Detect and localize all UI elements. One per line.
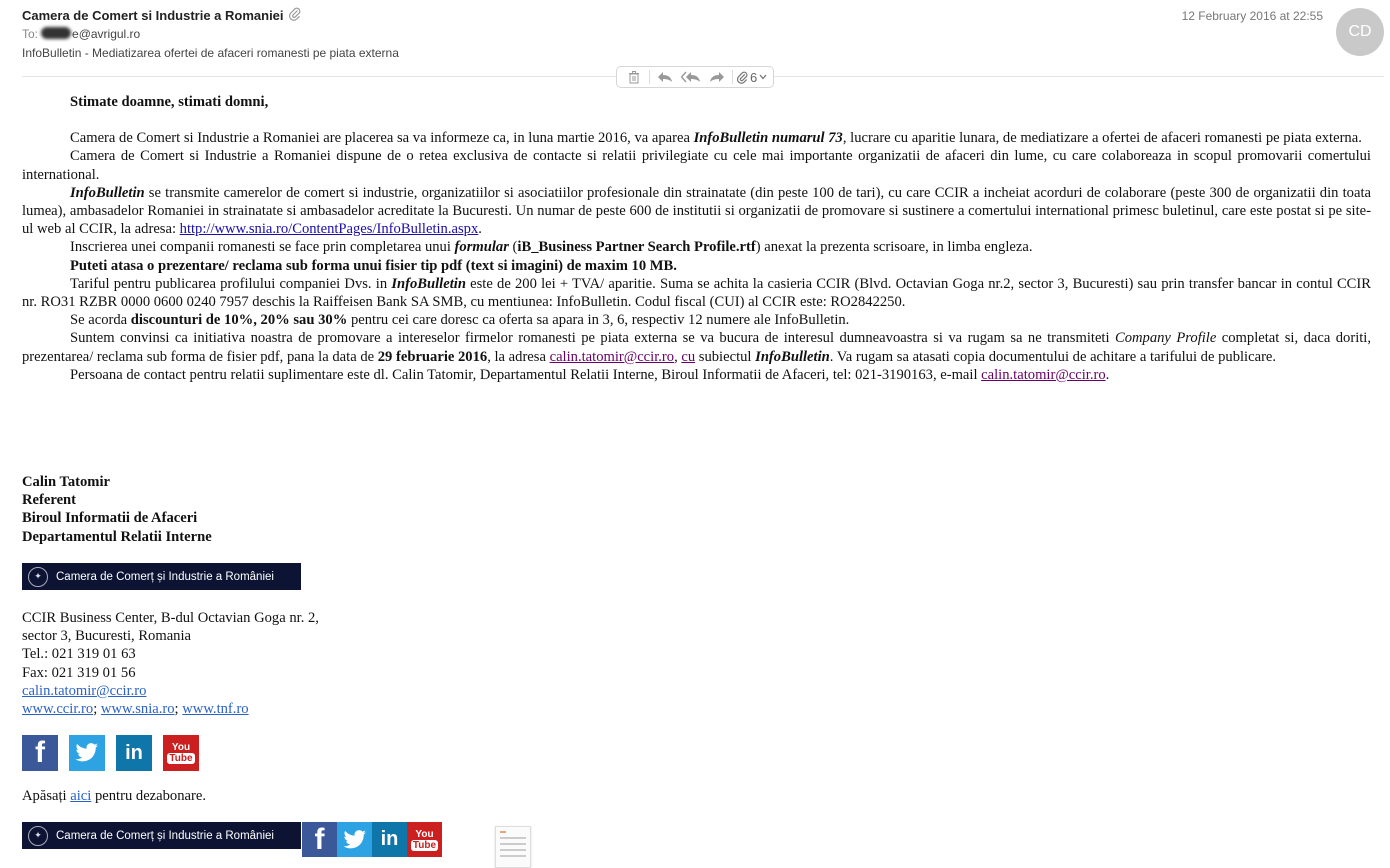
linkedin-icon[interactable]: in [372, 822, 407, 857]
ccir-website-link[interactable]: www.ccir.ro [22, 701, 94, 718]
paragraph-3: InfoBulletin se transmite camerelor de comert si industrie, organizatiilor si asociatiilor profesionale din strainatate (din peste 100 de tari), cu care CCIR a incheiat acorduri de colaborare (peste 300 de organizatii din toata lumea), ambasadelor Romaniei in strainatate si ambasadelor acreditate la Bucuresti. Un numar de peste 600 de institutii si organizatii de promovare si sustinere a comertului international primesc buletinul, care este postat si pe site-ul web al CCIR, la adresa: http://www.snia.ro/ContentPages/InfoBulletin.aspx. [22, 184, 1371, 238]
signature-office: Biroul Informatii de Afaceri [22, 510, 198, 527]
tnf-website-link[interactable]: www.tnf.ro [182, 701, 249, 718]
infobulletin-link[interactable]: http://www.snia.ro/ContentPages/InfoBulletin.aspx [179, 221, 479, 238]
email-body [22, 93, 1371, 384]
paperclip-icon [737, 71, 748, 84]
message-date: 12 February 2016 at 22:55 [1181, 9, 1323, 23]
paragraph-6: Tariful pentru publicarea profilului companiei Dvs. in InfoBulletin este de 200 lei + TVA/ aparitie. Suma se achita la casieria CCIR (Blvd. Octavian Goga nr.2, sector 3, Bucuresti) sau prin transfer bancar in contul CCIR nr. RO31 RZBR 0000 0600 0240 7957 deschis la Raiffeisen Bank SA SMB, cu mentiunea: InfoBulletin. Codul fiscal (CUI) al CCIR este: RO2842250. [22, 275, 1372, 311]
trash-icon[interactable] [621, 67, 647, 87]
salutation: Stimate doamne, stimati domni, [70, 94, 269, 110]
paragraph-7: Se acorda discounturi de 10%, 20% sau 30% pentru cei care doresc ca oferta sa apara in 3, 6, respectiv 12 numere ale InfoBulletin. [70, 312, 850, 329]
linkedin-icon[interactable]: in [116, 735, 152, 771]
reply-icon[interactable] [652, 67, 678, 87]
signature-role: Referent [22, 492, 77, 509]
reply-all-icon[interactable] [678, 67, 704, 87]
signature-name: Calin Tatomir [22, 474, 110, 490]
twitter-icon[interactable] [337, 822, 372, 857]
address-line-2: sector 3, Bucuresti, Romania [22, 628, 192, 645]
paragraph-4: Inscrierea unei companii romanesti se face prin completarea unui formular (iB_Business Partner Search Profile.rtf) anexat la prezenta scrisoare, in limba engleza. [70, 239, 1033, 256]
document-attachment-icon[interactable] [495, 826, 531, 868]
toolbar-separator [732, 70, 733, 84]
signature-email-link[interactable]: calin.tatomir@ccir.ro [22, 682, 147, 699]
chevron-down-icon [759, 74, 767, 80]
facebook-icon[interactable]: f [302, 822, 337, 857]
to-label: To: [22, 27, 39, 41]
toolbar-separator [649, 70, 650, 84]
message-toolbar [616, 66, 774, 88]
attachment-count: 6 [750, 69, 758, 85]
youtube-icon[interactable]: You Tube [407, 822, 442, 857]
attachments-button[interactable] [735, 70, 769, 85]
ccir-banner [22, 563, 301, 590]
banner-text: Camera de Comerț și Industrie a României [56, 829, 274, 842]
sender-name: Camera de Comert si Industrie a Romaniei [22, 8, 284, 23]
paragraph-2: Camera de Comert si Industrie a Romaniei dispune de o retea exclusiva de contacte si relatii privilegiate cu cele mai importante organizatii de afaceri din lume, cu care colaboreaza in scopul promovarii comertului international. [22, 148, 1371, 183]
banner-text: Camera de Comerț și Industrie a României [56, 570, 274, 583]
recipient-address[interactable]: e@avrigul.ro [72, 27, 141, 41]
sender-avatar: CD [1336, 8, 1384, 56]
unsubscribe-link[interactable]: aici [70, 788, 92, 804]
signature-department: Departamentul Relatii Interne [22, 528, 212, 545]
signature-block [22, 473, 212, 546]
youtube-icon[interactable]: You Tube [163, 735, 199, 771]
paragraph-1: Camera de Comert si Industrie a Romaniei are placerea sa va informeze ca, in luna martie 2016, va aparea InfoBulletin numarul 73, lucrare cu aparitie lunara, de mediatizare a ofertei de afaceri romanesti pe piata externa. [70, 130, 1362, 147]
email-link[interactable]: calin.tatomir@ccir.ro [549, 348, 675, 365]
forward-icon[interactable] [704, 67, 730, 87]
paragraph-8: Suntem convinsi ca initiativa noastra de promovare a intereselor firmelor romanesti pe piata externa se va bucura de interesul dumneavoastra si va rugam sa ne transmiteti Company Profile completat si, daca doriti, prezentarea/ reclama sub forma de fisier pdf, pana la data de 29 februarie 2016, la adresa calin.tatomir@ccir.ro, cu subiectul InfoBulletin. Va rugam sa atasati copia documentului de achitare a tarifului de publicare. [22, 330, 1372, 365]
twitter-icon[interactable] [69, 735, 105, 771]
social-links [22, 735, 199, 771]
ccir-banner-attachment [22, 822, 301, 849]
address-line-1: CCIR Business Center, B-dul Octavian Goga nr. 2, [22, 610, 319, 626]
paragraph-5: Puteti atasa o prezentare/ reclama sub forma unui fisier tip pdf (text si imagini) de maxim 10 MB. [70, 257, 677, 274]
ccir-seal-icon: ✦ [28, 826, 48, 846]
facebook-icon[interactable]: f [22, 735, 58, 771]
unsubscribe-line: Apăsați aici pentru dezabonare. [22, 788, 206, 804]
paperclip-icon [289, 7, 301, 24]
ccir-seal-icon: ✦ [28, 567, 48, 587]
contact-email-link[interactable]: calin.tatomir@ccir.ro [981, 366, 1106, 383]
cu-link[interactable]: cu [681, 348, 696, 365]
message-subject: InfoBulletin - Mediatizarea ofertei de afaceri romanesti pe piata externa [22, 46, 399, 60]
recipient-line [22, 27, 140, 41]
redacted-text [41, 27, 71, 39]
contact-block [22, 609, 319, 718]
paragraph-9: Persoana de contact pentru relatii suplimentare este dl. Calin Tatomir, Departamentul Relatii Interne, Biroul Informatii de Afaceri, tel: 021-3190163, e-mail calin.tatomir@ccir.ro. [70, 366, 1110, 383]
snia-website-link[interactable]: www.snia.ro [100, 701, 175, 718]
phone: Tel.: 021 319 01 63 [22, 646, 136, 663]
fax: Fax: 021 319 01 56 [22, 664, 136, 681]
website-links: www.ccir.ro; www.snia.ro; www.tnf.ro [22, 701, 249, 718]
social-icons-attachment [302, 822, 442, 857]
